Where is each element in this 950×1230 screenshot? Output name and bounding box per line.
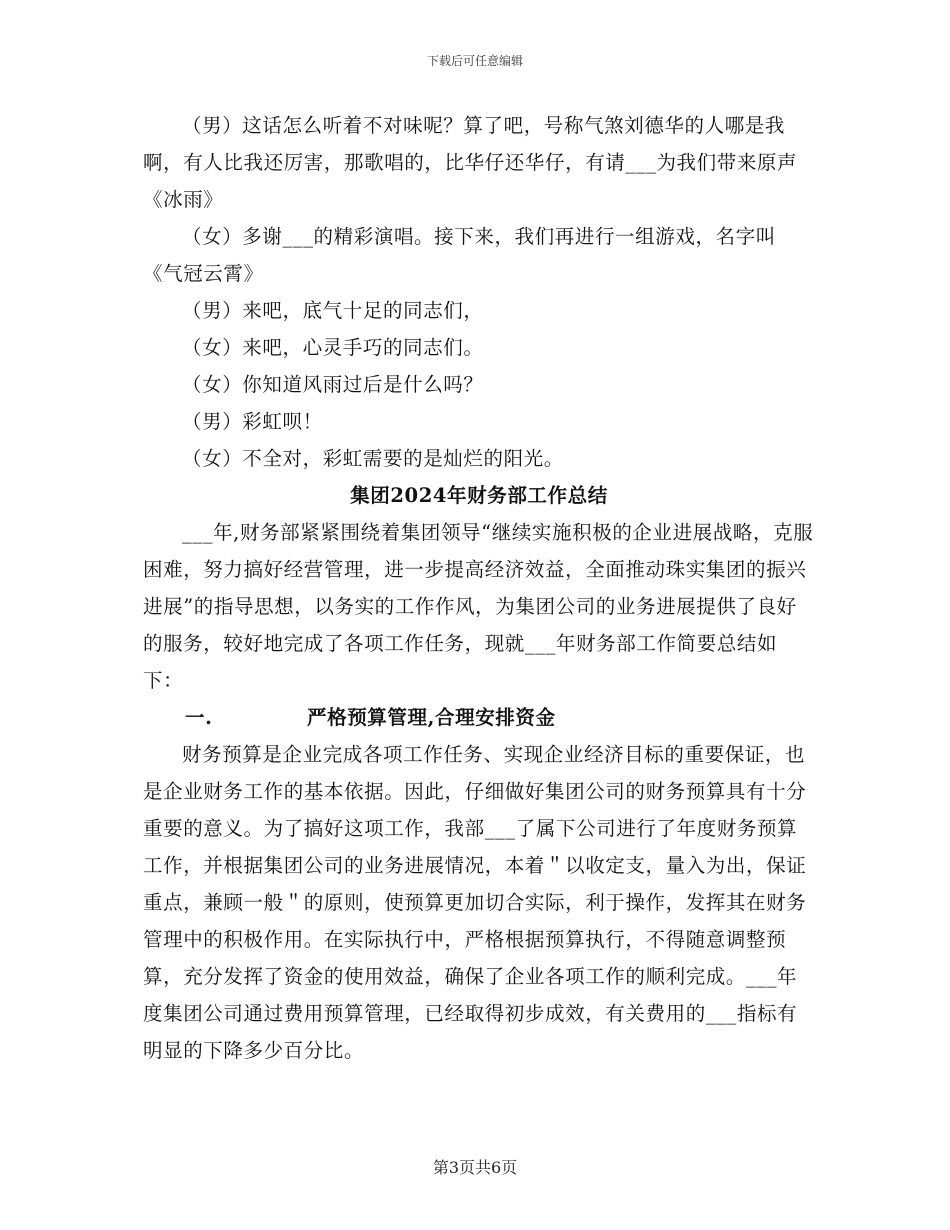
dialogue-line: （女）多谢___的精彩演唱。接下来，我们再进行一组游戏，名字叫《气冠云霄》 [143,225,776,285]
dialogue-line: （女）你知道风雨过后是什么吗？ [182,373,484,396]
heading-text: 严格预算管理,合理安排资金 [307,706,556,729]
page-header: 下载后可任意编辑 [426,54,523,68]
heading-number: 一. [185,706,213,729]
dialogue-line: （女）不全对，彩虹需要的是灿烂的阳光。 [182,447,564,470]
page-footer: 第3页共6页 [432,1158,518,1177]
dialogue-line: （男）这话怎么听着不对味呢？算了吧，号称气煞刘德华的人哪是我啊，有人比我还厉害，那歌唱的，比华仔还华仔，有请___为我们带来原声《冰雨》 [143,114,798,211]
section-title: 集团2024年财务部工作总结 [350,484,608,507]
dialogue-line: （男）来吧，底气十足的同志们， [182,299,484,322]
dialogue-line: （女）来吧，心灵手巧的同志们。 [182,336,484,359]
dialogue-line: （男）彩虹呗！ [182,410,323,433]
document-body [143,107,815,1069]
intro-paragraph: ___年,财务部紧紧围绕着集团领导“继续实施积极的企业进展战略，克服困难，努力搞好经营管理，进一步提高经济效益，全面推动珠实集团的振兴进展”的指导思想，以务实的工作作风，为集团公司的业务进展提供了良好的服务，较好地完成了各项工作任务，现就___年财务部工作简要总结如下： [143,521,814,692]
body-paragraph: 财务预算是企业完成各项工作任务、实现企业经济目标的重要保证，也是企业财务工作的基本依据。因此，仔细做好集团公司的财务预算具有十分重要的意义。为了搞好这项工作，我部___了属下公司进行了年度财务预算工作，并根据集团公司的业务进展情况，本着＂以收定支，量入为出，保证重点，兼顾一般＂的原则，使预算更加切合实际，利于操作，发挥其在财务管理中的积极作用。在实际执行中，严格根据预算执行，不得随意调整预算，充分发挥了资金的使用效益，确保了企业各项工作的顺利完成。___年度集团公司通过费用预算管理，已经取得初步成效，有关费用的___指标有明显的下降多少百分比。 [143,743,807,1062]
section-heading [143,699,815,736]
